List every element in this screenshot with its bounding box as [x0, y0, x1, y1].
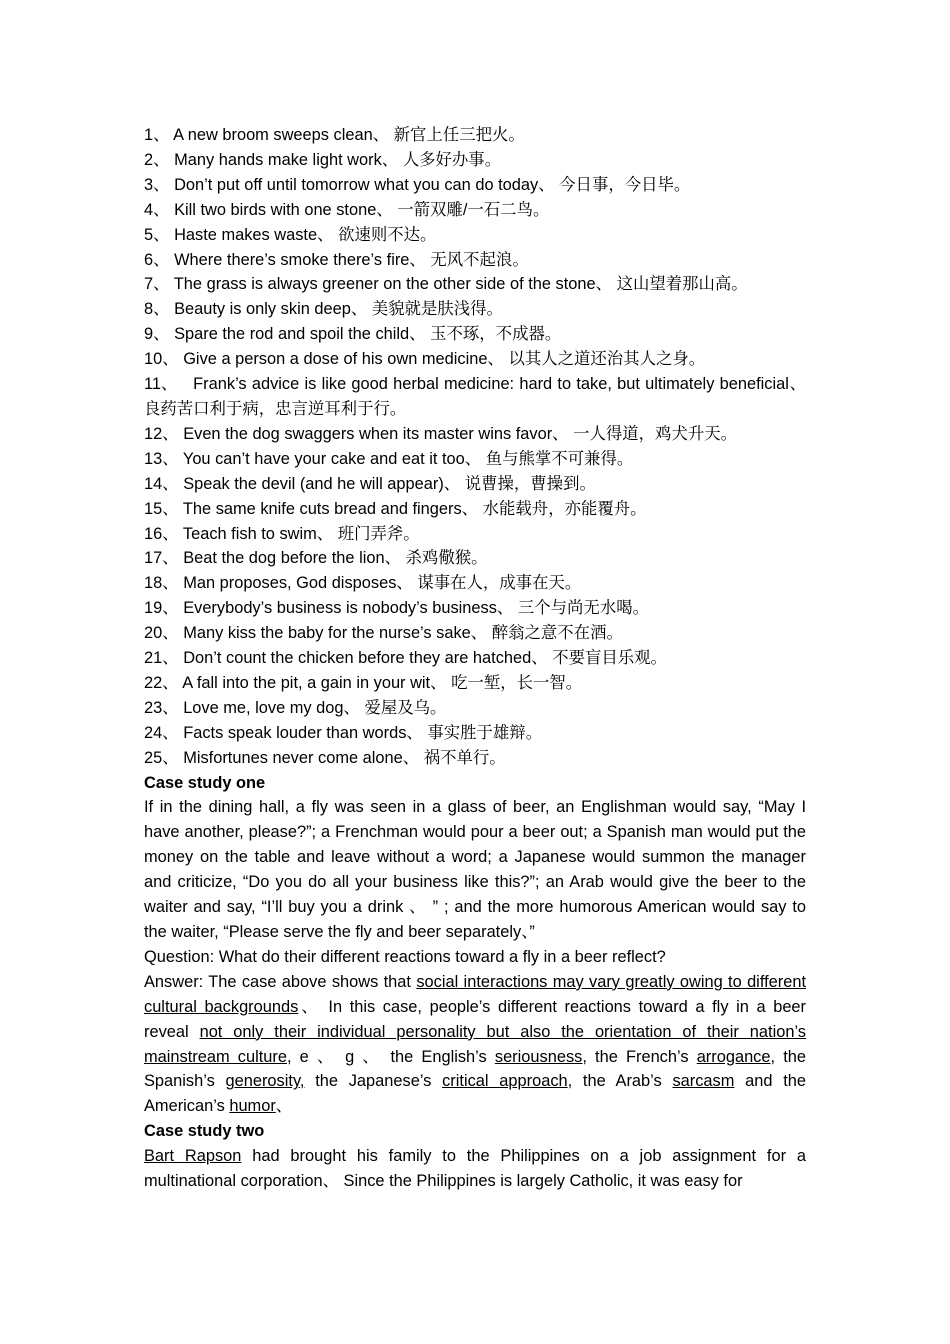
english-proverb: Love me, love my dog、 [183, 698, 360, 717]
english-proverb: Frank’s advice is like good herbal medicine: hard to take, but ultimately beneficial、 [193, 375, 806, 394]
item-number: 18、 [144, 574, 179, 593]
list-item [144, 621, 806, 646]
chinese-proverb: 美貌就是肤浅得。 [371, 300, 503, 319]
answer-text: , the Spanish’s [144, 1047, 806, 1091]
english-proverb: Everybody’s business is nobody’s business、 [183, 599, 514, 618]
item-number: 5、 [144, 225, 170, 244]
item-number: 4、 [144, 200, 170, 219]
item-number: 23、 [144, 698, 179, 717]
item-number: 14、 [144, 474, 179, 493]
english-proverb: Teach fish to swim、 [182, 524, 334, 543]
chinese-proverb: 班门弄斧。 [337, 524, 420, 543]
answer-underlined: not only their individual personality but also the orientation of their nation’s mainstream culture [144, 1022, 807, 1066]
list-item [144, 497, 806, 522]
list-item [144, 123, 806, 148]
list-item [144, 198, 806, 223]
item-number: 19、 [144, 599, 179, 618]
answer-underlined: humor [229, 1097, 276, 1116]
chinese-proverb: 醉翁之意不在酒。 [491, 624, 623, 643]
english-proverb: Don’t count the chicken before they are hatched、 [183, 649, 548, 668]
list-item [144, 746, 806, 771]
item-number: 9、 [144, 325, 170, 344]
english-proverb: Kill two birds with one stone、 [174, 200, 393, 219]
chinese-proverb: 爱屋及乌。 [364, 698, 447, 717]
english-proverb: Facts speak louder than words、 [183, 723, 423, 742]
case-study-two-body [144, 1144, 806, 1194]
list-item [144, 272, 806, 297]
chinese-proverb: 无风不起浪。 [430, 250, 529, 269]
list-item [144, 721, 806, 746]
case-study-one-question: Question: What do their different reactions toward a fly in a beer reflect? [144, 947, 666, 966]
english-proverb: Don’t put off until tomorrow what you can do today、 [174, 175, 555, 194]
item-number: 15、 [144, 499, 179, 518]
list-item [144, 696, 806, 721]
english-proverb: Beauty is only skin deep、 [174, 300, 368, 319]
answer-underlined: social interactions may vary greatly owing to different cultural backgrounds [144, 972, 806, 1016]
chinese-proverb: 祸不单行。 [423, 748, 506, 767]
answer-underlined: critical approach [442, 1072, 568, 1091]
list-item [144, 173, 806, 198]
list-item [144, 372, 806, 422]
chinese-proverb: 一人得道，鸡犬升天。 [573, 424, 738, 443]
person-name: Bart Rapson [144, 1147, 242, 1166]
chinese-proverb: 今日事，今日毕。 [559, 175, 691, 194]
english-proverb: Misfortunes never come alone、 [183, 748, 420, 767]
item-number: 25、 [144, 748, 179, 767]
list-item [144, 671, 806, 696]
chinese-proverb: 欲速则不达。 [338, 225, 437, 244]
list-item [144, 571, 806, 596]
item-number: 10、 [144, 350, 179, 369]
english-proverb: Many kiss the baby for the nurse’s sake、 [183, 624, 488, 643]
chinese-proverb: 不要盲目乐观。 [552, 649, 667, 668]
item-number: 24、 [144, 723, 179, 742]
list-item [144, 546, 806, 571]
english-proverb: Man proposes, God disposes、 [183, 574, 413, 593]
list-item [144, 347, 806, 372]
item-number: 3、 [144, 175, 170, 194]
list-item [144, 596, 806, 621]
chinese-proverb: 说曹操，曹操到。 [464, 474, 596, 493]
english-proverb: Speak the devil (and he will appear)、 [183, 474, 461, 493]
item-number: 20、 [144, 624, 179, 643]
english-proverb: Even the dog swaggers when its master wins favor、 [183, 424, 569, 443]
answer-text: , e 、 g 、 the English’s [286, 1047, 495, 1066]
answer-underlined: seriousness, [494, 1047, 587, 1066]
answer-text: , the Arab’s [567, 1072, 673, 1091]
item-number: 12、 [144, 424, 179, 443]
english-proverb: Spare the rod and spoil the child、 [174, 325, 426, 344]
item-number: 16、 [144, 524, 179, 543]
chinese-proverb: 鱼与熊掌不可兼得。 [485, 449, 634, 468]
answer-underlined: sarcasm [672, 1072, 735, 1091]
chinese-proverb: 新官上任三把火。 [393, 126, 525, 144]
answer-text: and the American’s [144, 1072, 806, 1116]
answer-underlined: arrogance [696, 1047, 771, 1066]
chinese-proverb: 水能载舟，亦能覆舟。 [482, 499, 647, 518]
answer-text: 、 [275, 1097, 293, 1116]
list-item [144, 422, 806, 447]
answer-text: 、 In this case, people’s different reactions toward a fly in a beer reveal [144, 997, 807, 1041]
case-study-two-heading: Case study two [144, 1122, 265, 1141]
list-item [144, 248, 806, 273]
chinese-proverb: 吃一堑，长一智。 [451, 673, 583, 692]
item-number: 21、 [144, 649, 179, 668]
chinese-proverb: 人多好办事。 [402, 150, 502, 169]
answer-text: the French’s [586, 1047, 697, 1066]
answer-text: the Japanese’s [304, 1072, 443, 1091]
chinese-proverb: 以其人之道还治其人之身。 [508, 350, 706, 369]
chinese-proverb: 杀鸡儆猴。 [405, 549, 488, 568]
list-item [144, 646, 806, 671]
item-number: 7、 [144, 275, 170, 294]
english-proverb: Haste makes waste、 [174, 225, 334, 244]
chinese-proverb: 事实胜于雄辩。 [427, 723, 543, 742]
chinese-proverb: 玉不琢，不成器。 [430, 325, 562, 344]
proverb-list [144, 123, 806, 771]
english-proverb: Beat the dog before the lion、 [183, 549, 401, 568]
item-number: 2、 [144, 150, 170, 169]
case-study-two-text: had brought his family to the Philippines on a job assignment for a multinational corporation、 Since the Philippines is largely Catholic, it was easy for [144, 1147, 807, 1191]
item-number: 17、 [144, 549, 179, 568]
english-proverb: A new broom sweeps clean、 [173, 126, 390, 144]
list-item [144, 223, 806, 248]
list-item [144, 322, 806, 347]
chinese-proverb: 良药苦口利于病，忠言逆耳利于行。 [144, 399, 407, 418]
list-item [144, 148, 806, 173]
list-item [144, 522, 806, 547]
item-number: 8、 [144, 300, 170, 319]
english-proverb: Many hands make light work、 [174, 150, 399, 169]
answer-underlined: generosity, [225, 1072, 305, 1091]
english-proverb: The same knife cuts bread and fingers、 [182, 499, 479, 518]
english-proverb: The grass is always greener on the other side of the stone、 [173, 275, 613, 294]
document-page [144, 123, 806, 1194]
list-item [144, 447, 806, 472]
item-number: 22、 [144, 673, 179, 692]
chinese-proverb: 这山望着那山高。 [616, 275, 748, 294]
english-proverb: Where there’s smoke there’s fire、 [174, 250, 426, 269]
case-study-one-body: If in the dining hall, a fly was seen in a glass of beer, an Englishman would say, “May I have another, please?”; a Frenchman would pour a beer out; a Spanish man would put the money on the table and leave without a word; a Japanese would summon the manager and criticize, “Do you do all your business like this?”; an Arab would give the beer to the waiter and say, “I’ll buy you a drink 、 ” ; and the more humorous American would say to the waiter, “Please serve the fly and beer separately、” [144, 798, 806, 941]
chinese-proverb: 三个与尚无水喝。 [517, 599, 649, 618]
case-study-one-heading: Case study one [144, 773, 266, 792]
item-number: 11、 [144, 375, 178, 394]
answer-text: Answer: The case above shows that [144, 972, 417, 991]
english-proverb: Give a person a dose of his own medicine、 [183, 350, 504, 369]
chinese-proverb: 一箭双雕/一石二鸟。 [397, 200, 550, 219]
chinese-proverb: 谋事在人，成事在天。 [417, 574, 582, 593]
list-item [144, 297, 806, 322]
english-proverb: You can’t have your cake and eat it too、 [182, 449, 482, 468]
item-number: 13、 [144, 449, 179, 468]
item-number: 1、 [144, 126, 170, 144]
item-number: 6、 [144, 250, 170, 269]
english-proverb: A fall into the pit, a gain in your wit、 [182, 673, 447, 692]
case-study-one-answer [144, 970, 806, 1119]
list-item [144, 472, 806, 497]
